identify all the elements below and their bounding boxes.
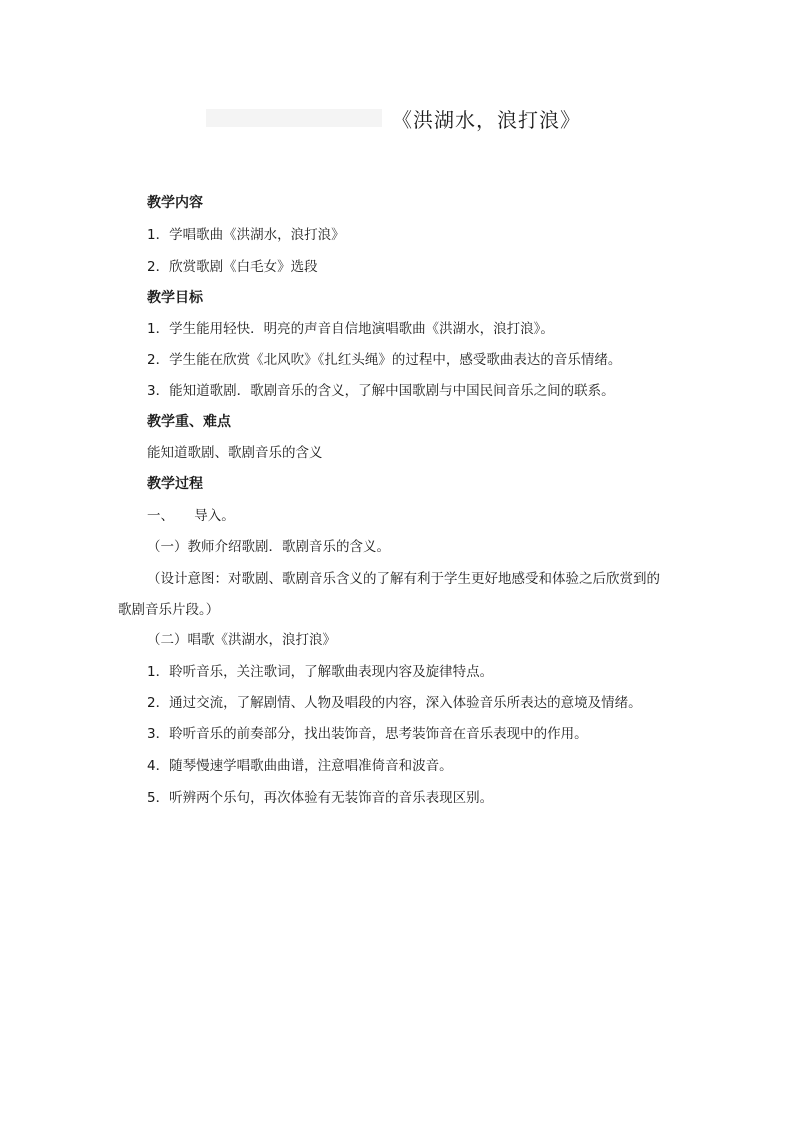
heading-teaching-content: 教学内容 bbox=[147, 195, 203, 211]
title-shade bbox=[206, 109, 382, 127]
heading-key-points: 教学重、难点 bbox=[147, 414, 231, 430]
process-sub-2: （二）唱歌《洪湖水，浪打浪》 bbox=[147, 632, 336, 648]
process-step-item-2: 2．通过交流，了解剧情、人物及唱段的内容，深入体验音乐所表达的意境及情绪。 bbox=[147, 695, 642, 711]
process-step-item-4: 4．随琴慢速学唱歌曲曲谱，注意唱准倚音和波音。 bbox=[147, 758, 453, 774]
goal-item-2: 2．学生能在欣赏《北风吹》《扎红头绳》的过程中，感受歌曲表达的音乐情绪。 bbox=[147, 352, 622, 368]
process-step-1: 一、 导入。 bbox=[147, 508, 235, 524]
design-note-line-2: 歌剧音乐片段。） bbox=[118, 602, 220, 618]
design-note-line-1: （设计意图：对歌剧、歌剧音乐含义的了解有利于学生更好地感受和体验之后欣赏到的 bbox=[147, 571, 660, 587]
goal-item-3: 3．能知道歌剧．歌剧音乐的含义，了解中国歌剧与中国民间音乐之间的联系。 bbox=[147, 383, 615, 399]
goal-item-1: 1．学生能用轻快．明亮的声音自信地演唱歌曲《洪湖水，浪打浪》。 bbox=[147, 321, 554, 337]
content-item-2: 2．欣赏歌剧《白毛女》选段 bbox=[147, 259, 318, 275]
content-item-1: 1．学唱歌曲《洪湖水，浪打浪》 bbox=[147, 227, 345, 243]
heading-teaching-process: 教学过程 bbox=[147, 476, 203, 492]
process-step-item-5: 5．听辨两个乐句，再次体验有无装饰音的音乐表现区别。 bbox=[147, 790, 494, 806]
process-step-item-1: 1．聆听音乐，关注歌词，了解歌曲表现内容及旋律特点。 bbox=[147, 664, 494, 680]
process-step-item-3: 3．聆听音乐的前奏部分，找出装饰音，思考装饰音在音乐表现中的作用。 bbox=[147, 726, 588, 742]
process-sub-1: （一）教师介绍歌剧．歌剧音乐的含义。 bbox=[147, 539, 390, 555]
key-points-text: 能知道歌剧、歌剧音乐的含义 bbox=[147, 445, 323, 461]
document-title: 《洪湖水，浪打浪》 bbox=[392, 108, 581, 132]
heading-teaching-goals: 教学目标 bbox=[147, 290, 203, 306]
